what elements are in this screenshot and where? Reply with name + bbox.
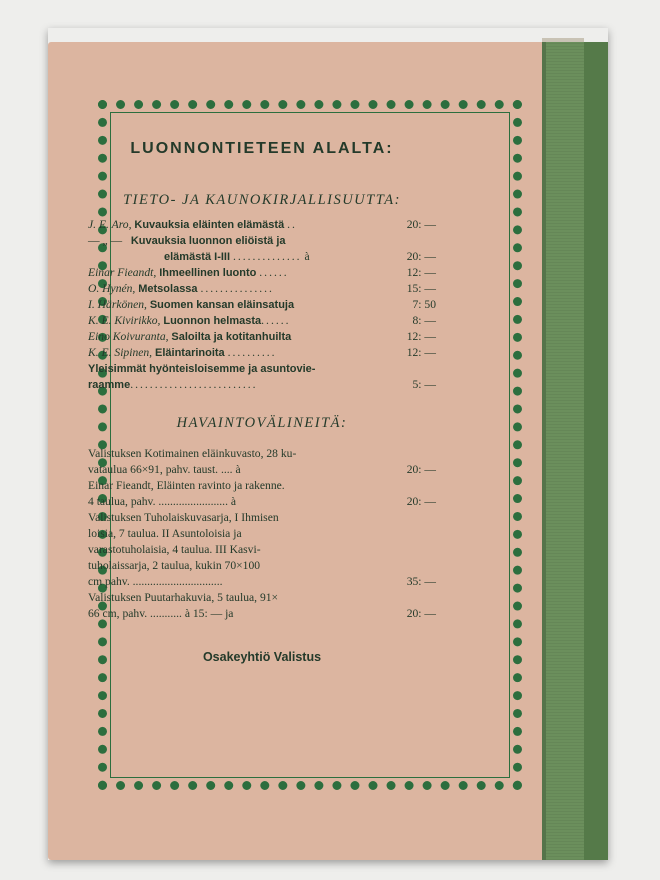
price: 20: —: [406, 463, 436, 476]
list-item: [88, 265, 436, 281]
price: 12: —: [406, 266, 436, 279]
list-item: [88, 590, 436, 622]
book-title: Metsolassa: [138, 283, 198, 295]
item-line: vataulua 66×91, pahv. taust. .... à: [88, 463, 241, 476]
author: I. Härkönen,: [88, 298, 147, 311]
list-item: [88, 329, 436, 345]
leader-dots: ..............: [232, 250, 302, 263]
item-line: Einar Fieandt, Eläinten ravinto ja rakenne.: [88, 479, 285, 492]
spine-hinge: [542, 42, 546, 860]
spine-cloth: [584, 42, 608, 860]
book-title-cont: elämästä I-III: [164, 251, 231, 263]
item-line: varastotuholaisia, 4 taulua. III Kasvi-: [88, 543, 261, 556]
list-item: [88, 361, 436, 393]
item-line: Valistuksen Kotimainen eläinkuvasto, 28 ku-: [88, 447, 297, 460]
list-item: [88, 510, 436, 590]
leader-dots: ..........................: [130, 378, 258, 391]
item-line: tuholaissarja, 2 taulua, kukin 70×100: [88, 559, 261, 572]
item-line: loisia, 7 taulua. II Asuntoloisia ja: [88, 527, 242, 540]
book-title-cont: raamme: [88, 379, 131, 391]
price: 5: —: [412, 378, 436, 391]
list-item: [88, 217, 436, 233]
book-title: Kuvauksia eläinten elämästä: [134, 219, 285, 231]
item-line: Valistuksen Puutarhakuvia, 5 taulua, 91×: [88, 591, 279, 604]
price: 35: —: [406, 575, 436, 588]
list-item: [88, 313, 436, 329]
book-title: Saloilta ja kotitanhuilta: [171, 331, 292, 343]
book-title: Yleisimmät hyönteisloisemme ja asuntovie-: [88, 363, 316, 375]
book-title: Kuvauksia luonnon eliöistä ja: [130, 235, 286, 247]
item-line: cm pahv. ...............................: [88, 575, 223, 588]
leader-dots: ......: [259, 266, 289, 279]
section-title-teaching-aids: HAVAINTOVÄLINEITÄ:: [176, 415, 348, 431]
price: 12: —: [406, 330, 436, 343]
author: K. E. Kivirikko,: [88, 314, 161, 327]
author: Einar Fieandt,: [88, 266, 157, 279]
book-title: Eläintarinoita: [155, 347, 225, 359]
price: 20: —: [406, 218, 436, 231]
book-title: Suomen kansan eläinsatuja: [149, 299, 295, 311]
price: 20: —: [406, 250, 436, 263]
book-title: Luonnon helmasta: [163, 315, 262, 327]
catalog-heading: LUONNONTIETEEN ALALTA:: [130, 140, 394, 157]
section-title-literature: TIETO- JA KAUNOKIRJALLISUUTTA:: [123, 192, 401, 208]
author: O. Hynén,: [88, 282, 136, 295]
leader-dots: ......: [261, 314, 291, 327]
catalog: [88, 140, 436, 664]
price: 20: —: [406, 495, 436, 508]
item-line: Valistuksen Tuholaiskuvasarja, I Ihmisen: [88, 511, 279, 524]
price: 20: —: [406, 607, 436, 620]
publisher: Osakeyhtiö Valistus: [202, 650, 322, 664]
leader-dots: ...............: [200, 282, 274, 295]
price: 12: —: [406, 346, 436, 359]
price: 8: —: [412, 314, 436, 327]
list-item: [88, 297, 436, 313]
author: J. E. Aro,: [88, 218, 132, 231]
price: 7: 50: [412, 298, 436, 311]
author: — „ —: [88, 234, 123, 247]
item-line: 66 cm, pahv. ........... à 15: — ja: [88, 607, 234, 620]
price-prefix: à: [304, 250, 310, 263]
list-item: [88, 281, 436, 297]
list-item: [88, 345, 436, 361]
list-item: [88, 478, 436, 510]
author: Eino Koivuranta,: [88, 330, 169, 343]
list-item: [88, 446, 436, 478]
author: K. E. Sipinen,: [88, 346, 153, 359]
price: 15: —: [406, 282, 436, 295]
list-item: [88, 233, 436, 265]
leader-dots: ..: [287, 218, 297, 231]
leader-dots: ..........: [227, 346, 277, 359]
book-title: Ihmeellinen luonto: [159, 267, 257, 279]
item-line: 4 taulua, pahv. ........................ à: [88, 495, 237, 508]
